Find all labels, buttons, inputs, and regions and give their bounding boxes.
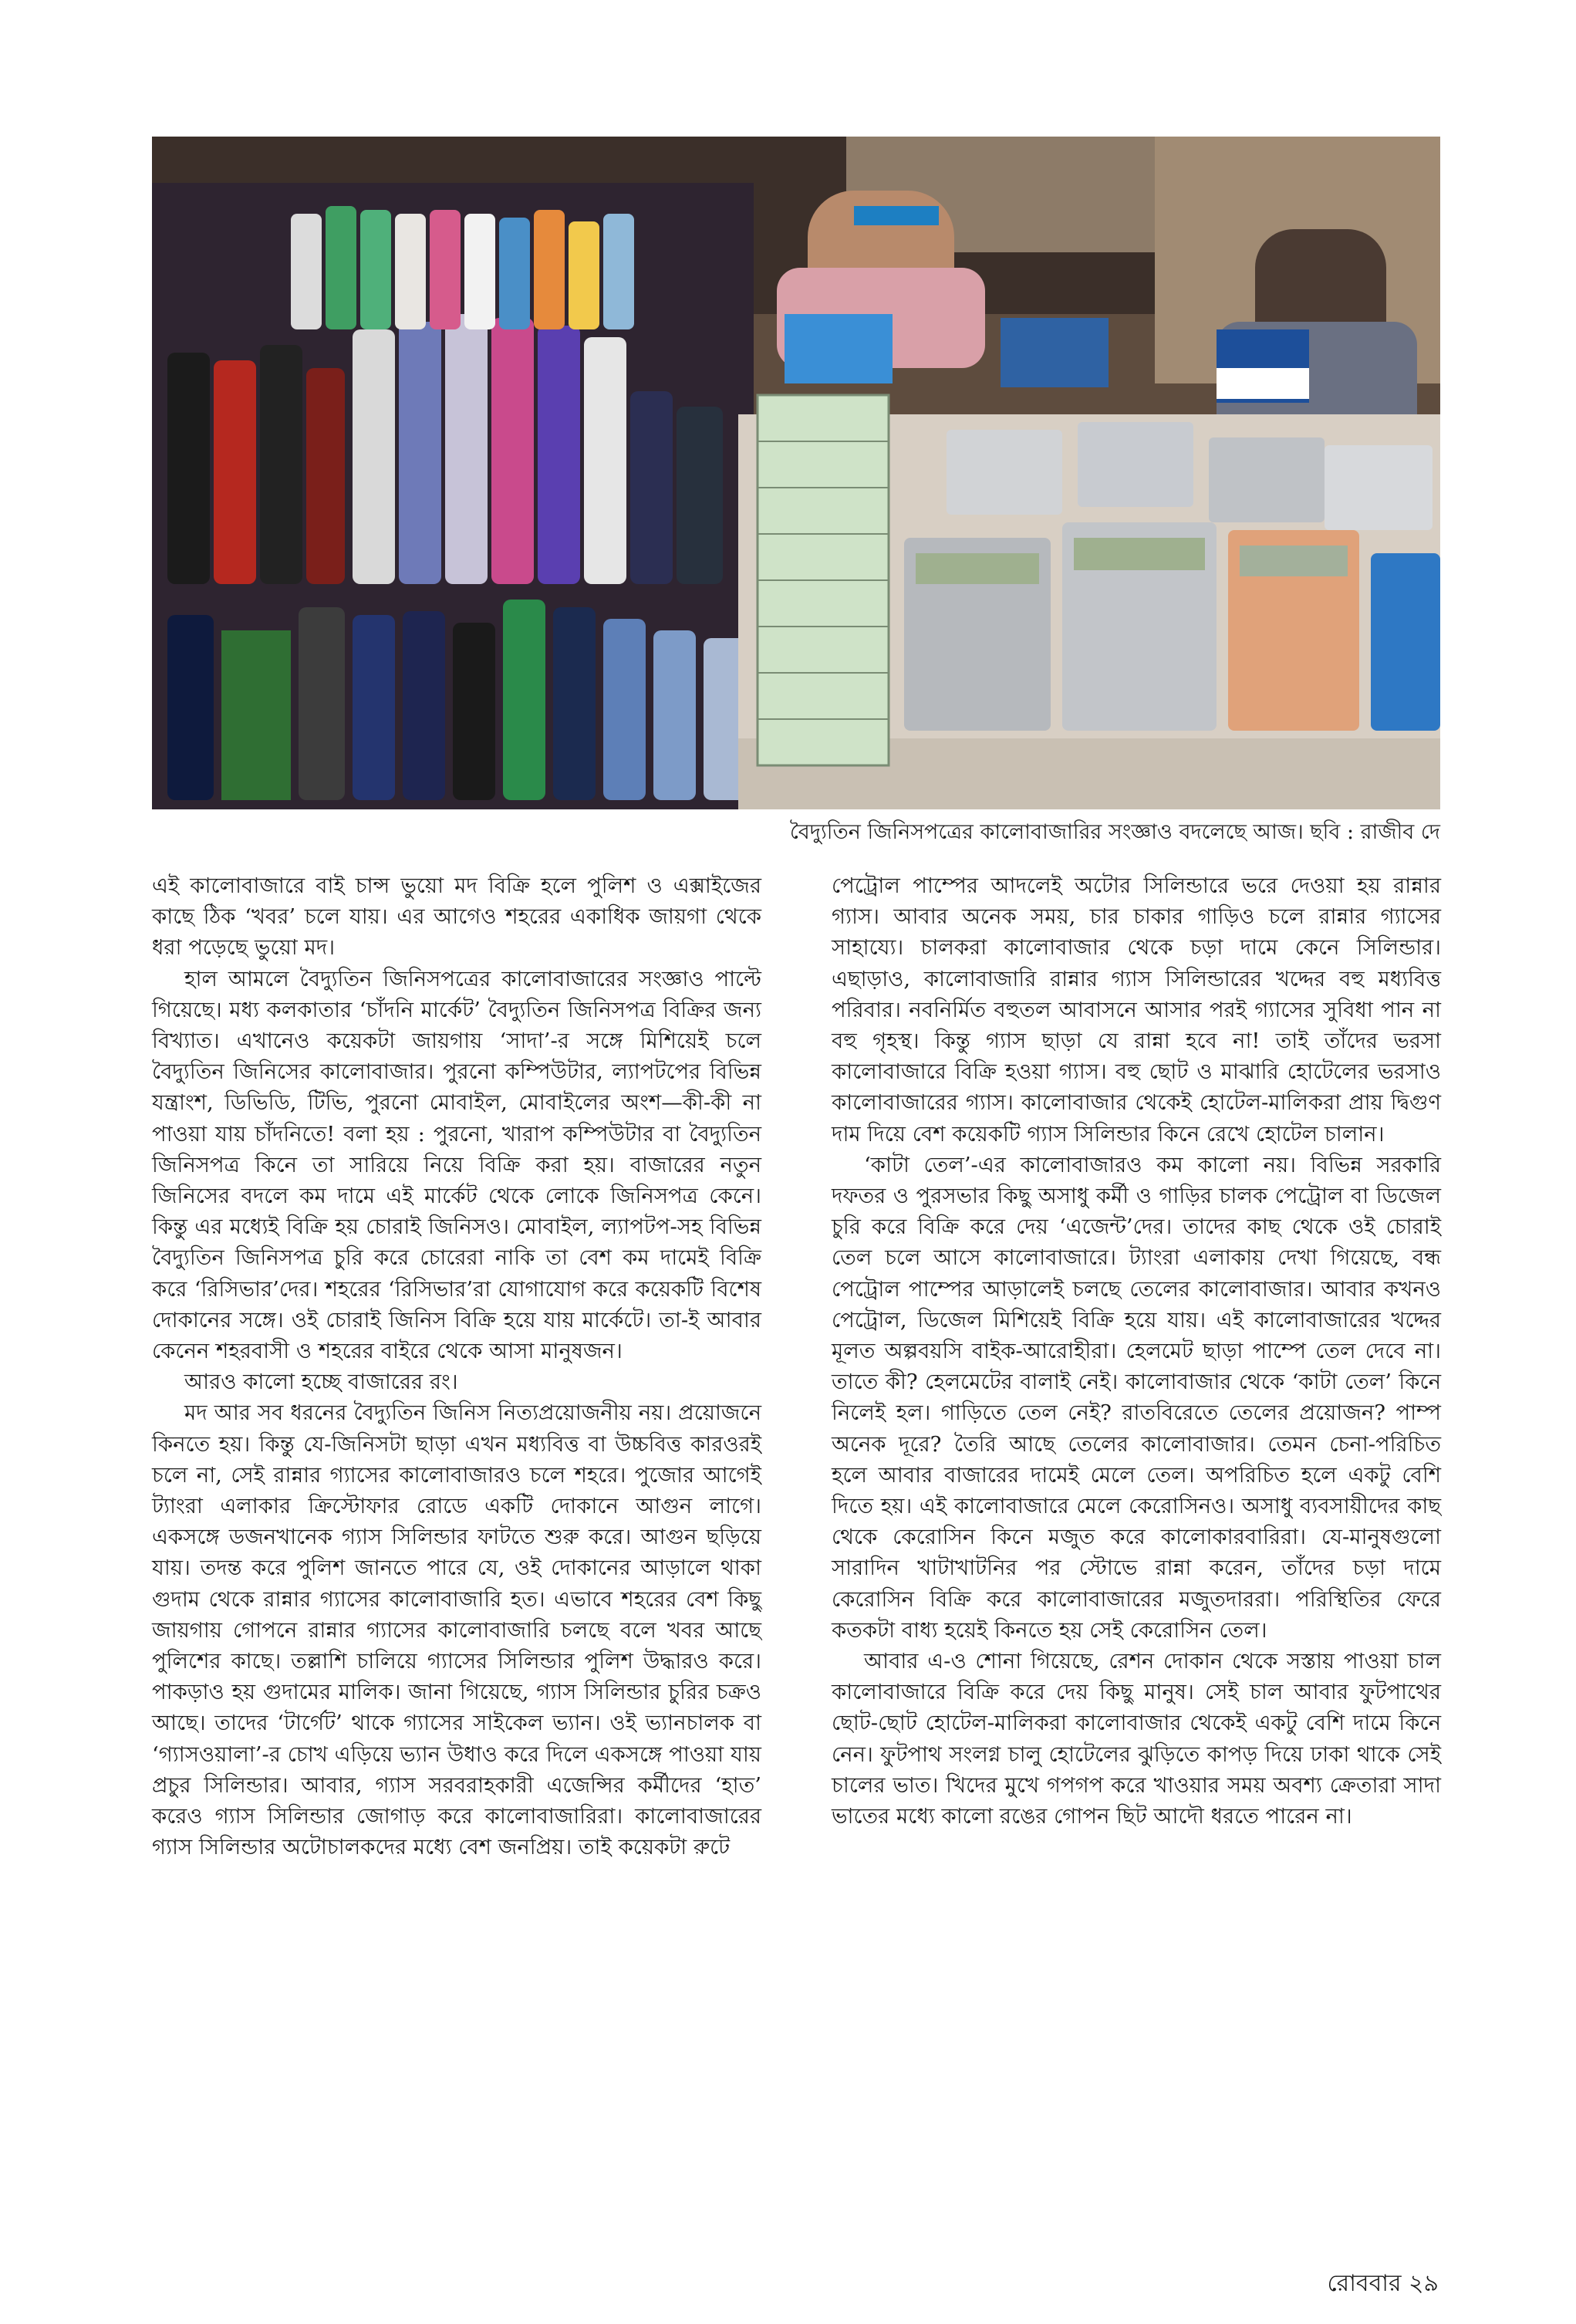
article-paragraph: আবার এ-ও শোনা গিয়েছে, রেশন দোকান থেকে সস্তায় পাওয়া চাল কালোবাজারে বিক্রি করে দেয় কিছু মানুষ। সেই চাল আবার ফুটপাথের ছোট-ছোট হোটেল-মালিকরা কালোবাজার থেকেই একটু বেশি দামে কিনে নেন। ফুটপাথ সংলগ্ন চালু হোটেলের ঝুড়িতে কাপড় দিয়ে ঢাকা থাকে সেই চালের ভাত। খিদের মুখে গপগপ করে খাওয়ার সময় অবশ্য ক্রেতারা সাদা ভাতের মধ্যে কালো রঙের গোপন ছিট আদৌ ধরতে পারেন না।	[832, 1649, 1441, 1829]
article-column-left	[152, 870, 761, 1863]
photo-caption: বৈদ্যুতিন জিনিসপত্রের কালোবাজারির সংজ্ঞাও বদলেছে আজ। ছবি : রাজীব দে	[789, 820, 1440, 844]
article-column-right	[832, 870, 1441, 1832]
market-stall-photo	[152, 137, 1440, 809]
article-paragraph: আরও কালো হচ্ছে বাজারের রং।	[184, 1370, 458, 1395]
article-paragraph: এই কালোবাজারে বাই চান্স ভুয়ো মদ বিক্রি হলে পুলিশ ও এক্সাইজের কাছে ঠিক ‘খবর’ চলে যায়। এর আগেও শহরের একাধিক জায়গা থেকে ধরা পড়েছে ভুয়ো মদ।	[152, 873, 761, 961]
article-paragraph: পেট্রোল পাম্পের আদলেই অটোর সিলিন্ডারে ভরে দেওয়া হয় রান্নার গ্যাস। আবার অনেক সময়, চার চাকার গাড়িও চলে রান্নার গ্যাসের সাহায্যে। চালকরা কালোবাজার থেকে চড়া দামে কেনে সিলিন্ডার। এছাড়াও, কালোবাজারি রান্নার গ্যাস সিলিন্ডারের খদ্দের বহু মধ্যবিত্ত পরিবার। নবনির্মিত বহুতল আবাসনে আসার পরই গ্যাসের সুবিধা পান না বহু গৃহস্থ। কিন্তু গ্যাস ছাড়া যে রান্না হবে না! তাই তাঁদের ভরসা কালোবাজারে বিক্রি হওয়া গ্যাস। বহু ছোট ও মাঝারি হোটেলের ভরসাও কালোবাজারের গ্যাস। কালোবাজার থেকেই হোটেল-মালিকরা প্রায় দ্বিগুণ দাম দিয়ে বেশ কয়েকটি গ্যাস সিলিন্ডার কিনে রেখে হোটেল চালান।	[832, 873, 1441, 1147]
article-paragraph: মদ আর সব ধরনের বৈদ্যুতিন জিনিস নিত্যপ্রয়োজনীয় নয়। প্রয়োজনে কিনতে হয়। কিন্তু যে-জিনিসটা ছাড়া এখন মধ্যবিত্ত বা উচ্চবিত্ত কারওরই চলে না, সেই রান্নার গ্যাসের কালোবাজারও চলে শহরে। পুজোর আগেই ট্যাংরা এলাকার ক্রিস্টোফার রোডে একটি দোকানে আগুন লাগে। একসঙ্গে ডজনখানেক গ্যাস সিলিন্ডার ফাটতে শুরু করে। আগুন ছড়িয়ে যায়। তদন্ত করে পুলিশ জানতে পারে যে, ওই দোকানের আড়ালে থাকা গুদাম থেকে রান্নার গ্যাসের কালোবাজারি হত। এভাবে শহরের বেশ কিছু জায়গায় গোপনে রান্নার গ্যাসের কালোবাজারি চলছে বলে খবর আছে পুলিশের কাছে। তল্লাশি চালিয়ে গ্যাসের সিলিন্ডার পুলিশ উদ্ধারও করে। পাকড়াও হয় গুদামের মালিক। জানা গিয়েছে, গ্যাস সিলিন্ডার চুরির চক্রও আছে। তাদের ‘টার্গেট’ থাকে গ্যাসের সাইকেল ভ্যান। ওই ভ্যানচালক বা ‘গ্যাসওয়ালা’-র চোখ এড়িয়ে ভ্যান উধাও করে দিলে একসঙ্গে পাওয়া যায় প্রচুর সিলিন্ডার। আবার, গ্যাস সরবরাহকারী এজেন্সির কর্মীদের ‘হাত’ করেও গ্যাস সিলিন্ডার জোগাড় করে কালোবাজারিরা। কালোবাজারের গ্যাস সিলিন্ডার অটোচালকদের মধ্যে বেশ জনপ্রিয়। তাই কয়েকটা রুটে	[152, 1400, 761, 1860]
article-paragraph: হাল আমলে বৈদ্যুতিন জিনিসপত্রের কালোবাজারের সংজ্ঞাও পাল্টে গিয়েছে। মধ্য কলকাতার ‘চাঁদনি মার্কেট’ বৈদ্যুতিন জিনিসপত্র বিক্রির জন্য বিখ্যাত। এখানেও কয়েকটা জায়গায় ‘সাদা’-র সঙ্গে মিশিয়েই চলে বৈদ্যুতিন জিনিসের কালোবাজার। পুরনো কম্পিউটার, ল্যাপটপের বিভিন্ন যন্ত্রাংশ, ডিভিডি, টিভি, পুরনো মোবাইল, মোবাইলের অংশ—কী-কী না পাওয়া যায় চাঁদনিতে! বলা হয় : পুরনো, খারাপ কম্পিউটার বা বৈদ্যুতিন জিনিসপত্র কিনে তা সারিয়ে নিয়ে বিক্রি করা হয়। বাজারের নতুন জিনিসের বদলে কম দামে এই মার্কেট থেকে লোকে জিনিসপত্র কেনে। কিন্তু এর মধ্যেই বিক্রি হয় চোরাই জিনিসও। মোবাইল, ল্যাপটপ-সহ বিভিন্ন বৈদ্যুতিন জিনিসপত্র চুরি করে চোরেরা নাকি তা বেশ কম দামেই বিক্রি করে ‘রিসিভার’দের। শহরের ‘রিসিভার’রা যোগাযোগ করে কয়েকটি বিশেষ দোকানের সঙ্গে। ওই চোরাই জিনিস বিক্রি হয়ে যায় মার্কেটে। তা-ই আবার কেনেন শহরবাসী ও শহরের বাইরে থেকে আসা মানুষজন।	[152, 966, 761, 1364]
article-paragraph: ‘কাটা তেল’-এর কালোবাজারও কম কালো নয়। বিভিন্ন সরকারি দফতর ও পুরসভার কিছু অসাধু কর্মী ও গাড়ির চালক পেট্রোল বা ডিজেল চুরি করে বিক্রি করে দেয় ‘এজেন্ট’দের। তাদের কাছ থেকে ওই চোরাই তেল চলে আসে কালোবাজারে। ট্যাংরা এলাকায় দেখা গিয়েছে, বন্ধ পেট্রোল পাম্পের আড়ালেই চলছে তেলের কালোবাজার। আবার কখনও পেট্রোল, ডিজেল মিশিয়েই বিক্রি হয়ে যায়। এই কালোবাজারের খদ্দের মূলত অল্পবয়সি বাইক-আরোহীরা। হেলমেট ছাড়া পাম্পে তেল দেবে না। তাতে কী? হেলমেটের বালাই নেই। কালোবাজার থেকে ‘কাটা তেল’ কিনে নিলেই হল। গাড়িতে তেল নেই? রাতবিরেতে তেলের প্রয়োজন? পাম্প অনেক দূরে? তৈরি আছে তেলের কালোবাজার। তেমন চেনা-পরিচিত হলে আবার বাজারের দামেই মেলে তেল। অপরিচিত হলে একটু বেশি দিতে হয়। এই কালোবাজারে মেলে কেরোসিনও। অসাধু ব্যবসায়ীদের কাছ থেকে কেরোসিন কিনে মজুত করে কালোকারবারিরা। যে-মানুষগুলো সারাদিন খাটাখাটনির পর স্টোভে রান্না করেন, তাঁদের চড়া দামে কেরোসিন বিক্রি করে কালোবাজারের মজুতদাররা। পরিস্থিতির ফেরে কতকটা বাধ্য হয়েই কিনতে হয় সেই কেরোসিন তেল।	[832, 1152, 1441, 1643]
page-folio: রোববার ২৯	[1327, 2270, 1439, 2297]
